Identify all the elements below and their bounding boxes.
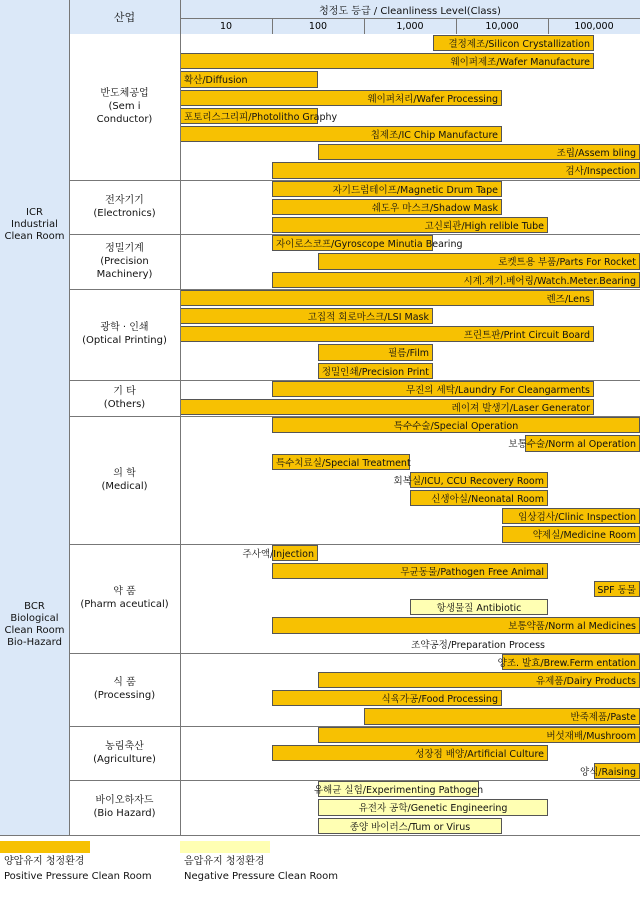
legend-swatch (180, 841, 270, 853)
cleanliness-bar: 식육가공/Food Processing (272, 690, 502, 706)
cleanliness-bar: 쉐도우 마스크/Shadow Mask (272, 199, 502, 215)
cleanliness-bar: 무균동물/Pathogen Free Animal (272, 563, 548, 579)
subgroup-label: 기 타 (Others) (103, 385, 146, 410)
cleanliness-bar: 검사/Inspection (272, 162, 640, 178)
cleanliness-bar: 보통약품/Norm al Medicines (272, 617, 640, 633)
cleanliness-bar: 자기드럼테이프/Magnetic Drum Tape (272, 181, 502, 197)
cleanliness-bar: 반죽제품/Paste (364, 708, 640, 724)
column-divider (180, 0, 181, 835)
cleanliness-bar: 고신뢰관/High relible Tube (272, 217, 548, 233)
cleanliness-bar: 렌즈/Lens (180, 290, 594, 306)
subgroup-label: 정밀기계 (Precision Machinery) (96, 242, 153, 280)
cleanliness-bar: 보통수술/Norm al Operation (525, 435, 640, 451)
cleanliness-bar: 로켓트용 부품/Parts For Rocket (318, 253, 640, 269)
cleanliness-bar: 버섯재배/Mushroom (318, 727, 640, 743)
cleanliness-bar: 양식/Raising (594, 763, 640, 779)
subgroup-label: 전자기기 (Electronics) (93, 194, 156, 219)
cleanliness-bar: 정밀인쇄/Precision Print (318, 363, 433, 379)
cleanliness-bar: 결정제조/Silicon Crystallization (433, 35, 594, 51)
subgroup-label: 농림축산 (Agriculture) (93, 740, 156, 765)
cleanliness-bar: 포토리스그리피/Photolitho Graphy (180, 108, 318, 124)
column-divider (69, 0, 70, 835)
x-tick-label: 10,000 (485, 20, 519, 32)
tick-divider (272, 18, 273, 34)
cleanliness-bar: 웨이퍼제조/Wafer Manufacture (180, 53, 594, 69)
group-label: ICR Industrial Clean Room (0, 34, 69, 416)
legend-label-en: Negative Pressure Clean Room (184, 870, 338, 882)
cleanliness-bar: 레이져 발생기/Laser Generator (180, 399, 594, 415)
legend-label-ko: 음압유지 청정환경 (184, 855, 265, 867)
cleanliness-bar: 조약공정/Preparation Process (411, 639, 545, 651)
cleanliness-bar: 고집적 회로마스크/LSI Mask (180, 308, 433, 324)
cleanliness-bar: 성장점 배양/Artificial Culture (272, 745, 548, 761)
industry-header: 산업 (113, 11, 136, 24)
cleanliness-bar: 신생아실/Neonatal Room (410, 490, 548, 506)
cleanliness-bar: 항생물질 Antibiotic (410, 599, 548, 615)
cleanliness-bar: 약제실/Medicine Room (502, 526, 640, 542)
legend-swatch (0, 841, 90, 853)
subgroup-label: 의 학 (Medical) (101, 467, 148, 492)
tick-divider (456, 18, 457, 34)
cleanliness-bar: 유제품/Dairy Products (318, 672, 640, 688)
cleanliness-bar: 자이로스코프/Gyroscope Minutia Bearing (272, 235, 433, 251)
x-tick-label: 100 (308, 20, 328, 32)
cleanliness-bar: 칩제조/IC Chip Manufacture (180, 126, 502, 142)
subgroup-label: 광학 · 인쇄 (Optical Printing) (82, 322, 167, 347)
tick-divider (364, 18, 365, 34)
cleanliness-bar: 조립/Assem bling (318, 144, 640, 160)
tick-divider (548, 18, 549, 34)
cleanliness-bar: 필름/Film (318, 344, 433, 360)
cleanliness-bar: 무진의 세탁/Laundry For Cleangarments (272, 381, 594, 397)
cleanliness-bar: 시계.계기.베어링/Watch.Meter.Bearing (272, 272, 640, 288)
subgroup-label: 바이오하자드 (Bio Hazard) (93, 795, 156, 820)
cleanliness-bar: 유전자 공학/Genetic Engineering (318, 799, 548, 815)
cleanliness-bar: 특수수술/Special Operation (272, 417, 640, 433)
cleanliness-bar: 확산/Diffusion (180, 71, 318, 87)
cleanliness-bar: 유해균 실험/Experimenting Pathogen (318, 781, 479, 797)
cleanliness-header: 청정도 등급 / Cleanliness Level(Class) (319, 5, 501, 17)
legend-label-en: Positive Pressure Clean Room (4, 870, 152, 882)
group-divider (0, 835, 640, 836)
cleanliness-bar: 회복실/ICU, CCU Recovery Room (410, 472, 548, 488)
subgroup-label: 식 품 (Processing) (93, 677, 156, 702)
x-tick-label: 10 (219, 20, 233, 32)
x-tick-label: 1,000 (396, 20, 424, 32)
cleanliness-bar: SPF 동물 (594, 581, 640, 597)
cleanliness-bar: 종양 바이러스/Tum or Virus (318, 818, 502, 834)
cleanliness-bar: 주사액/Injection (272, 545, 318, 561)
cleanliness-bar: 웨이퍼처리/Wafer Processing (180, 90, 502, 106)
group-label: BCR Biological Clean Room Bio-Hazard (0, 416, 69, 835)
legend-label-ko: 양압유지 청정환경 (4, 855, 85, 867)
cleanliness-bar: 프린트판/Print Circuit Board (180, 326, 594, 342)
cleanliness-bar: 양조. 발효/Brew.Ferm entation (502, 654, 640, 670)
subgroup-label: 반도체공업 (Sem i Conductor) (96, 88, 153, 126)
x-tick-label: 100,000 (574, 20, 614, 32)
subgroup-label: 약 품 (Pharm aceutical) (80, 586, 169, 611)
cleanliness-bar: 특수치료실/Special Treatment (272, 454, 410, 470)
cleanliness-bar: 임상검사/Clinic Inspection (502, 508, 640, 524)
